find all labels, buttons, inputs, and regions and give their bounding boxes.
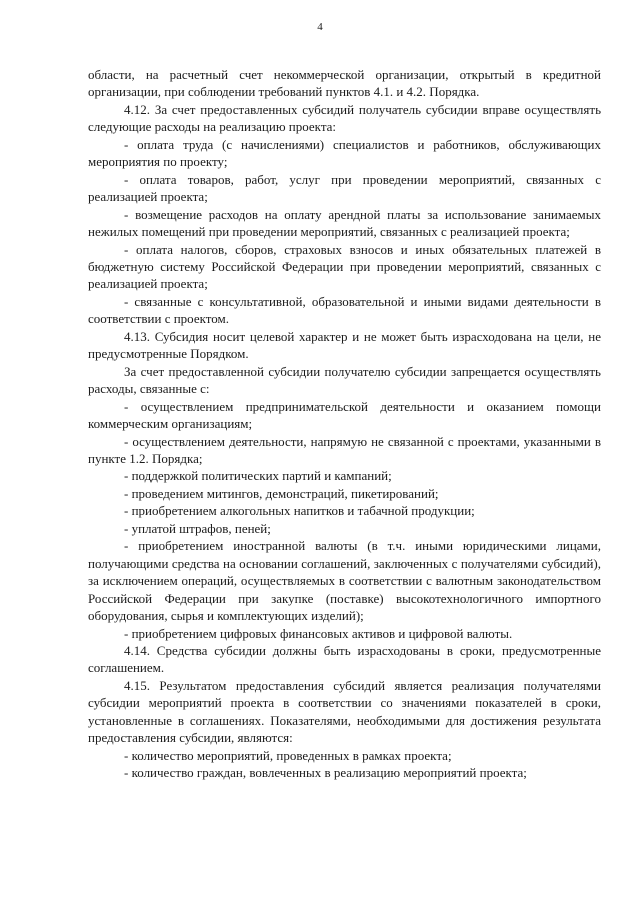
list-item: - приобретением иностранной валюты (в т.ч. иными юридическими лицами, получающими средства на основании соглашений, заключенных с получателями субсидий), за исключением операций, осуществляемых в соответствии с валютным законодательством Российской Федерации при закупке (поставке) высокотехнологичного импортного оборудования, сырья и комплектующих изделий);	[88, 538, 601, 624]
page-number: 4	[317, 21, 323, 33]
list-item: - количество мероприятий, проведенных в рамках проекта;	[124, 747, 452, 763]
list-item: - оплата труда (с начислениями) специалистов и работников, обслуживающих мероприятия по проекту;	[88, 136, 601, 170]
paragraph-continuation: области, на расчетный счет некоммерческой организации, открытый в кредитной организации, при соблюдении требований пунктов 4.1. и 4.2. Порядка.	[88, 67, 601, 100]
list-item: - оплата товаров, работ, услуг при проведении мероприятий, связанных с реализацией проекта;	[88, 171, 601, 205]
paragraph-prohibited-expenses: За счет предоставленной субсидии получателю субсидии запрещается осуществлять расходы, связанные с:	[88, 363, 601, 397]
list-item: - приобретением цифровых финансовых активов и цифровой валюты.	[124, 625, 513, 641]
paragraph-4-15: 4.15. Результатом предоставления субсидий является реализация получателями субсидии мероприятий проекта в соответствии со значениями показателей в сроки, установленные в соглашениях. Показателями, необходимыми для достижения результата предоставления субсидии, являются:	[88, 677, 601, 746]
list-item: - осуществлением деятельности, напрямую не связанной с проектами, указанными в пункте 1.2. Порядка;	[88, 433, 601, 466]
list-item: - оплата налогов, сборов, страховых взносов и иных обязательных платежей в бюджетную систему Российской Федерации при проведении мероприятий, связанных с реализацией проекта;	[88, 241, 601, 292]
paragraph-4-13: 4.13. Субсидия носит целевой характер и не может быть израсходована на цели, не предусмотренные Порядком.	[88, 328, 601, 362]
paragraph-4-14: 4.14. Средства субсидии должны быть израсходованы в сроки, предусмотренные соглашением.	[88, 642, 601, 676]
list-item: - количество граждан, вовлеченных в реализацию мероприятий проекта;	[124, 765, 527, 781]
list-item: - осуществлением предпринимательской деятельности и оказанием помощи коммерческим организациям;	[88, 398, 601, 432]
paragraph-4-12: 4.12. За счет предоставленных субсидий получатель субсидии вправе осуществлять следующие расходы на реализацию проекта:	[88, 101, 601, 135]
list-item: - уплатой штрафов, пеней;	[124, 520, 271, 536]
list-item: - возмещение расходов на оплату арендной платы за использование занимаемых нежилых помещений при проведении мероприятий, связанных с реализацией проекта;	[88, 206, 601, 240]
document-body	[88, 66, 601, 782]
list-item: - связанные с консультативной, образовательной и иными видами деятельности в соответствии с проектом.	[88, 293, 601, 327]
list-item: - поддержкой политических партий и кампаний;	[124, 468, 392, 484]
list-item: - проведением митингов, демонстраций, пикетирований;	[124, 485, 439, 501]
list-item: - приобретением алкогольных напитков и табачной продукции;	[124, 503, 475, 519]
